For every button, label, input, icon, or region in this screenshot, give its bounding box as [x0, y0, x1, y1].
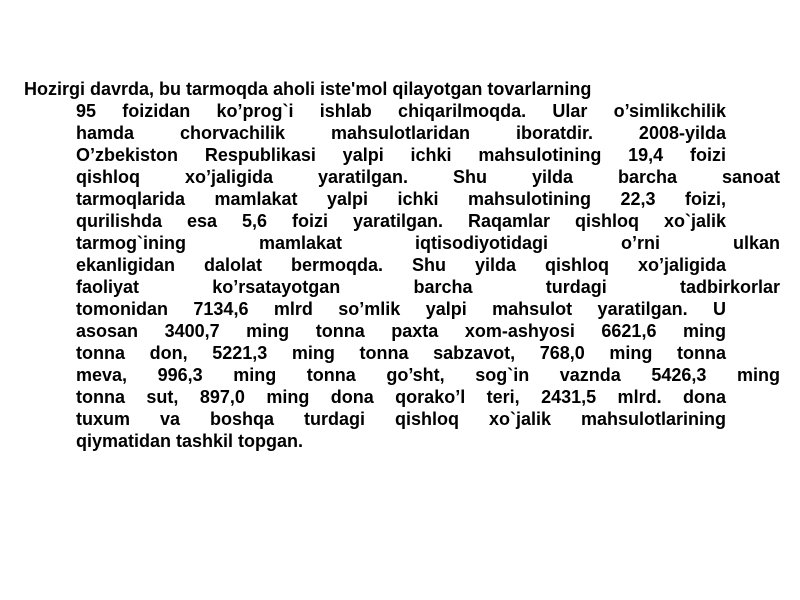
paragraph-line-16: tuxum va boshqa turdagi qishloq xo`jalik mahsulotlarining — [76, 409, 726, 429]
paragraph-line-6: tarmoqlarida mamlakat yalpi ichki mahsulotining 22,3 foizi, — [76, 189, 726, 209]
paragraph-line-15: tonna sut, 897,0 ming dona qorako’l teri, 2431,5 mlrd. dona — [76, 387, 726, 407]
paragraph-line-4: O’zbekiston Respublikasi yalpi ichki mahsulotining 19,4 foizi — [76, 145, 726, 165]
paragraph-line-5: qishloq xo’jaligida yaratilgan. Shu yilda barcha sanoat — [76, 167, 780, 187]
paragraph-line-9: ekanligidan dalolat bermoqda. Shu yilda qishloq xo’jaligida — [76, 255, 726, 275]
paragraph-line-10: faoliyat ko’rsatayotgan barcha turdagi tadbirkorlar — [76, 277, 780, 297]
paragraph-line-3: hamda chorvachilik mahsulotlaridan iboratdir. 2008-yilda — [76, 123, 726, 143]
paragraph-line-2: 95 foizidan ko’prog`i ishlab chiqarilmoqda. Ular o’simlikchilik — [76, 101, 726, 121]
body-paragraph — [24, 78, 780, 452]
paragraph-line-11: tomonidan 7134,6 mlrd so’mlik yalpi mahsulot yaratilgan. U — [76, 299, 726, 319]
paragraph-line-8: tarmog`ining mamlakat iqtisodiyotidagi o’rni ulkan — [76, 233, 780, 253]
paragraph-line-7: qurilishda esa 5,6 foizi yaratilgan. Raqamlar qishloq xo`jalik — [76, 211, 726, 231]
paragraph-line-14: meva, 996,3 ming tonna go’sht, sog`in vaznda 5426,3 ming — [76, 365, 780, 385]
paragraph-line-12: asosan 3400,7 ming tonna paxta xom-ashyosi 6621,6 ming — [76, 321, 726, 341]
paragraph-line-17: qiymatidan tashkil topgan. — [76, 431, 304, 451]
paragraph-line-1: Hozirgi davrda, bu tarmoqda aholi iste'mol qilayotgan tovarlarning — [24, 79, 592, 99]
paragraph-line-13: tonna don, 5221,3 ming tonna sabzavot, 768,0 ming tonna — [76, 343, 726, 363]
